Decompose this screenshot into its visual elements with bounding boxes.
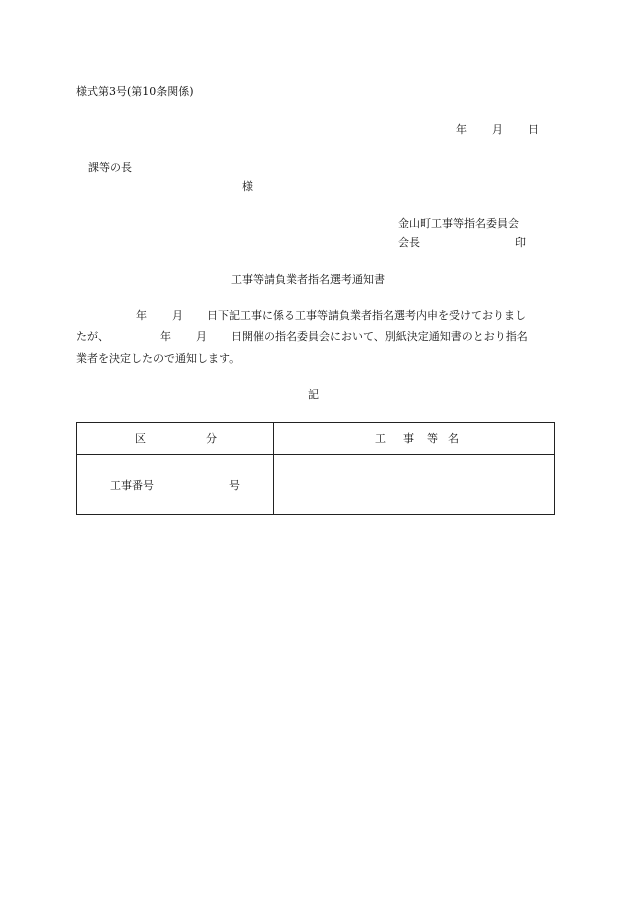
recipient-department: 課等の長 xyxy=(88,161,132,174)
body-line-2 xyxy=(76,330,556,344)
body-line-2-year: 年 xyxy=(160,330,171,343)
table-column-divider xyxy=(273,423,274,514)
document-title: 工事等請負業者指名選考通知書 xyxy=(231,273,385,286)
body-line-2-lead: たが、 xyxy=(76,330,109,343)
date-day-label: 日 xyxy=(528,123,539,136)
header-name-char-3: 等 xyxy=(427,432,438,445)
sender-role: 会長 xyxy=(398,236,420,249)
header-name-char-4: 名 xyxy=(448,432,459,445)
body-line-1 xyxy=(76,309,556,323)
body-line-2-text: 日開催の指名委員会において、別紙決定通知書のとおり指名 xyxy=(231,330,528,343)
body-line-1-year: 年 xyxy=(136,309,147,322)
header-name-char-1: 工 xyxy=(375,432,386,445)
record-table xyxy=(76,422,555,515)
recipient-honorific: 様 xyxy=(242,180,253,193)
row-label-project-number: 工事番号 xyxy=(110,479,154,492)
date-line xyxy=(456,123,546,137)
form-number: 様式第3号(第10条関係) xyxy=(76,85,194,98)
date-month-label: 月 xyxy=(492,123,503,136)
header-kubun-char-2: 分 xyxy=(206,432,217,445)
ki-heading: 記 xyxy=(308,388,319,401)
body-line-2-month: 月 xyxy=(196,330,207,343)
seal-mark: 印 xyxy=(515,236,526,249)
row-number-suffix: 号 xyxy=(229,479,240,492)
sender-organization: 金山町工事等指名委員会 xyxy=(398,217,519,230)
date-year-label: 年 xyxy=(456,123,467,136)
header-name-char-2: 事 xyxy=(403,432,414,445)
body-line-1-month: 月 xyxy=(172,309,183,322)
header-kubun-char-1: 区 xyxy=(135,432,146,445)
table-row-divider xyxy=(77,454,554,455)
body-line-3: 業者を決定したので通知します。 xyxy=(76,352,241,365)
body-line-1-text: 日下記工事に係る工事等請負業者指名選考内申を受けておりまし xyxy=(207,309,526,322)
